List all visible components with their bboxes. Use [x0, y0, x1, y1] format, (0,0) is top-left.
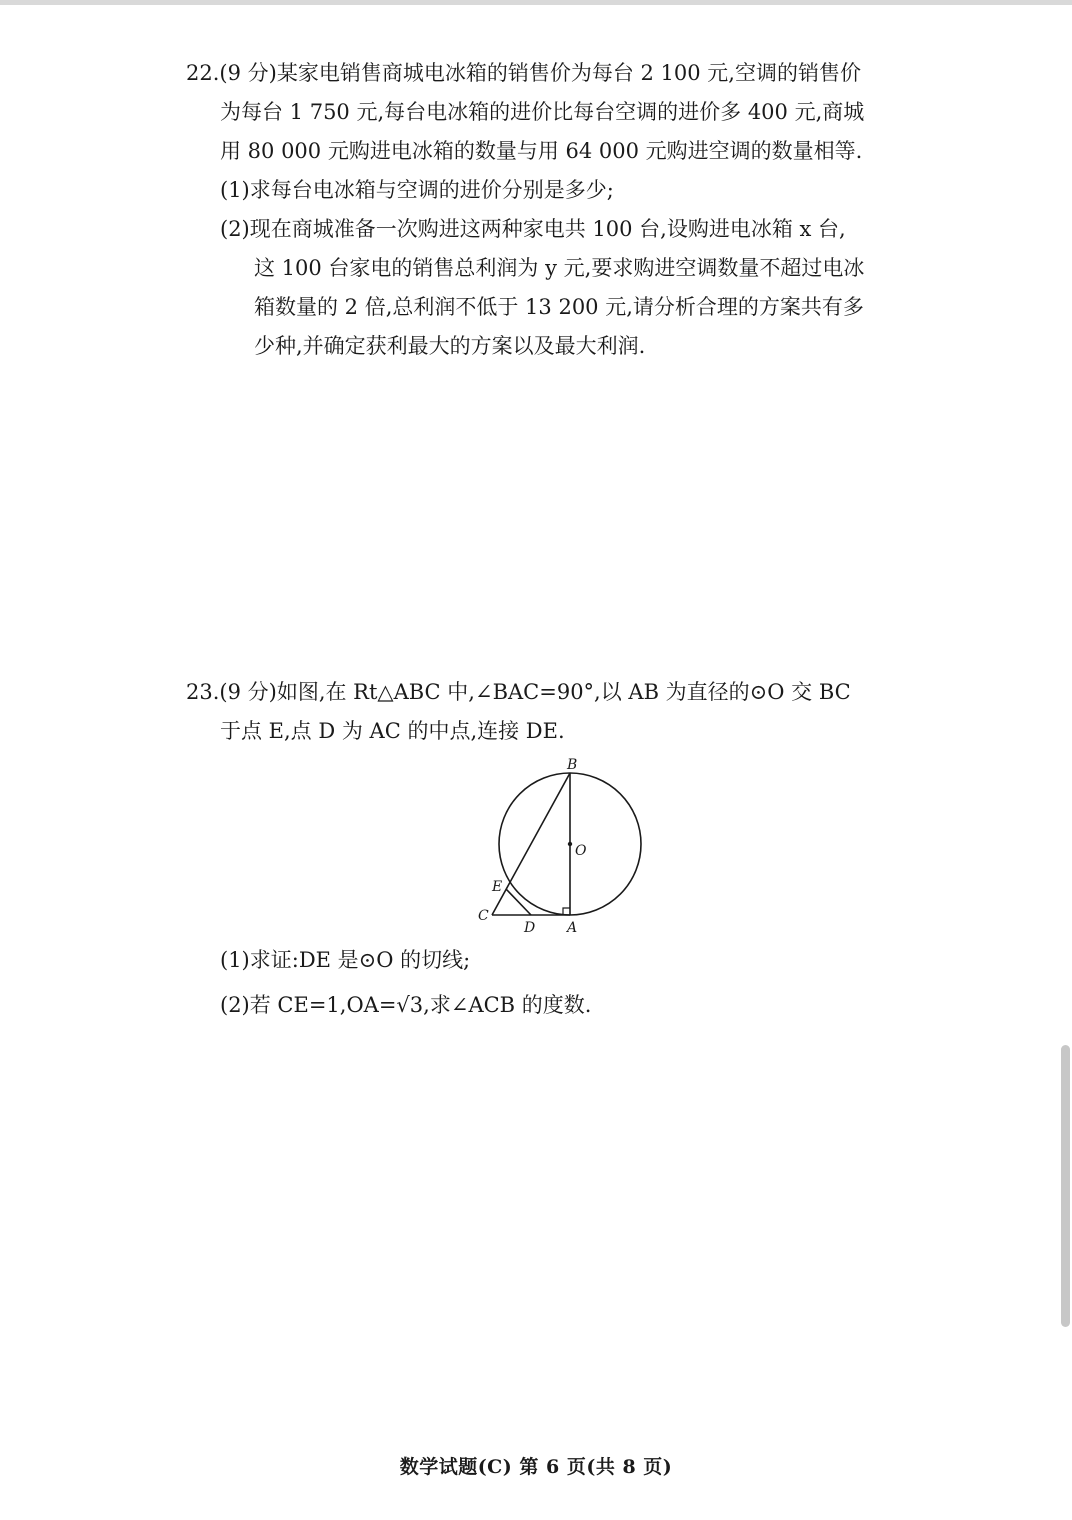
geometry-svg	[470, 752, 660, 937]
label-a: A	[567, 920, 578, 936]
q22-part-1: (1)求每台电冰箱与空调的进价分别是多少;	[220, 178, 614, 202]
question-23	[186, 673, 902, 751]
q22-part-2-line-1: (2)现在商城准备一次购进这两种家电共 100 台,设购进电冰箱 x 台,	[220, 217, 846, 241]
center-point-o	[568, 842, 572, 846]
geometry-figure	[470, 752, 660, 937]
q23-line-1: 23.(9 分)如图,在 Rt△ABC 中,∠BAC=90°,以 AB 为直径的⊙O 交 BC	[186, 680, 851, 704]
question-22	[186, 54, 902, 366]
q22-line-3: 用 80 000 元购进电冰箱的数量与用 64 000 元购进空调的数量相等.	[220, 139, 863, 163]
q23-part-2: (2)若 CE=1,OA=√3,求∠ACB 的度数.	[220, 993, 592, 1017]
label-o: O	[575, 843, 587, 859]
q22-part-2-line-4: 少种,并确定获利最大的方案以及最大利润.	[254, 334, 646, 358]
q23-line-2: 于点 E,点 D 为 AC 的中点,连接 DE.	[220, 719, 565, 743]
segment-bc	[492, 773, 570, 915]
scrollbar-thumb[interactable]	[1061, 1045, 1070, 1327]
q22-line-2: 为每台 1 750 元,每台电冰箱的进价比每台空调的进价多 400 元,商城	[220, 100, 865, 124]
page-footer: 数学试题(C) 第 6 页(共 8 页)	[399, 1456, 673, 1478]
q22-part-2-line-2: 这 100 台家电的销售总利润为 y 元,要求购进空调数量不超过电冰	[254, 256, 865, 280]
q22-line-1: 22.(9 分)某家电销售商城电冰箱的销售价为每台 2 100 元,空调的销售价	[186, 61, 861, 85]
q23-part-1: (1)求证:DE 是⊙O 的切线;	[220, 948, 471, 972]
label-c: C	[478, 908, 489, 924]
top-border	[0, 0, 1072, 5]
label-b: B	[567, 757, 578, 773]
label-d: D	[524, 920, 536, 936]
q22-part-2-line-3: 箱数量的 2 倍,总利润不低于 13 200 元,请分析合理的方案共有多	[254, 295, 864, 319]
label-e: E	[492, 879, 503, 895]
